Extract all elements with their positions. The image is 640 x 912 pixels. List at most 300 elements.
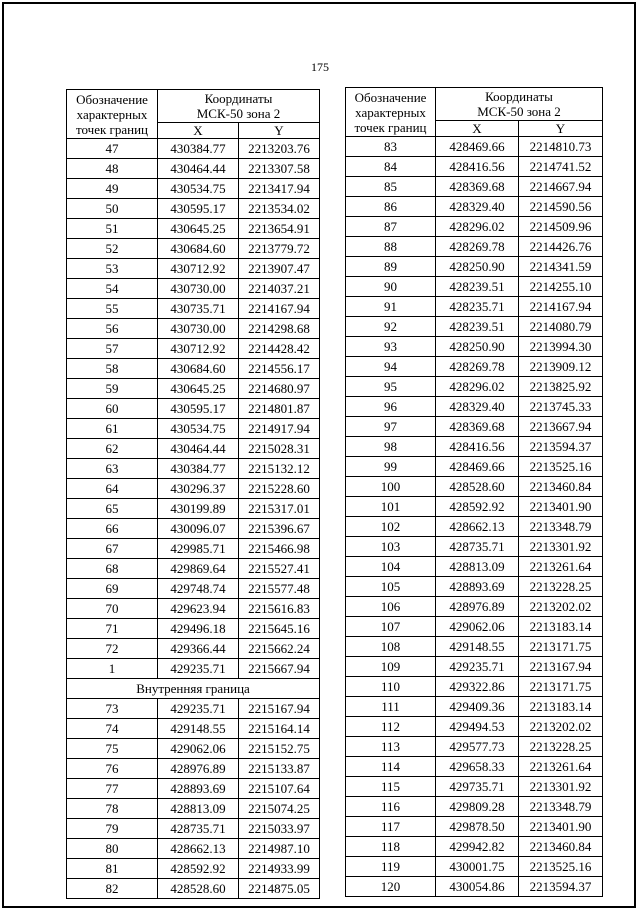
x-cell: 429985.71 [158,539,239,559]
x-cell: 429494.53 [436,717,519,737]
x-cell: 430684.60 [158,359,239,379]
y-cell: 2213460.84 [519,477,603,497]
point-number-cell: 100 [346,477,436,497]
table-row [67,199,320,219]
point-number-cell: 94 [346,357,436,377]
table-row [67,159,320,179]
table-row [67,399,320,419]
y-cell: 2213261.64 [519,757,603,777]
x-cell: 428735.71 [436,537,519,557]
point-number-cell: 98 [346,437,436,457]
y-cell: 2213401.90 [519,497,603,517]
table-row [67,799,320,819]
table-row [346,757,603,777]
x-cell: 428813.09 [436,557,519,577]
y-cell: 2215396.67 [239,519,320,539]
table-row [346,617,603,637]
coordinates-header-line: МСК-50 зона 2 [196,106,281,121]
y-cell: 2214741.52 [519,157,603,177]
x-cell: 429658.33 [436,757,519,777]
table-row [67,559,320,579]
point-number-cell: 120 [346,877,436,897]
x-cell: 428528.60 [158,879,239,899]
point-number-cell: 111 [346,697,436,717]
table-row [346,577,603,597]
y-cell: 2213348.79 [519,797,603,817]
point-number-cell: 47 [67,139,158,159]
y-cell: 2213202.02 [519,717,603,737]
point-number-cell: 60 [67,399,158,419]
x-cell: 430534.75 [158,179,239,199]
x-cell: 430645.25 [158,219,239,239]
point-number-cell: 1 [67,659,158,679]
table-row [346,477,603,497]
y-cell: 2213171.75 [519,637,603,657]
y-cell: 2213183.14 [519,617,603,637]
y-cell: 2214875.05 [239,879,320,899]
y-cell: 2214509.96 [519,217,603,237]
table-row [67,639,320,659]
point-number-cell: 64 [67,479,158,499]
x-cell: 430199.89 [158,499,239,519]
y-cell: 2214680.97 [239,379,320,399]
x-cell: 428976.89 [436,597,519,617]
point-number-cell: 79 [67,819,158,839]
point-number-cell: 68 [67,559,158,579]
table-row [346,417,603,437]
point-number-cell: 56 [67,319,158,339]
y-cell: 2215667.94 [239,659,320,679]
table-row [67,859,320,879]
table-row [346,557,603,577]
table-row [346,297,603,317]
x-cell: 428239.51 [436,317,519,337]
designation-header-line: характерных [355,104,426,120]
point-number-cell: 66 [67,519,158,539]
y-cell: 2213417.94 [239,179,320,199]
x-cell: 430684.60 [158,239,239,259]
table-row [346,777,603,797]
x-cell: 428893.69 [158,779,239,799]
x-cell: 428662.13 [436,517,519,537]
point-number-cell: 118 [346,837,436,857]
point-number-cell: 89 [346,257,436,277]
point-number-cell: 87 [346,217,436,237]
table-row [67,379,320,399]
x-cell: 428250.90 [436,337,519,357]
x-cell: 429942.82 [436,837,519,857]
table-row [67,359,320,379]
x-cell: 428469.66 [436,137,519,157]
x-cell: 430096.07 [158,519,239,539]
point-number-cell: 84 [346,157,436,177]
y-cell: 2215317.01 [239,499,320,519]
y-cell: 2213525.16 [519,857,603,877]
point-number-cell: 97 [346,417,436,437]
x-cell: 428296.02 [436,217,519,237]
point-number-cell: 53 [67,259,158,279]
point-number-cell: 88 [346,237,436,257]
table-row [346,197,603,217]
table-row [346,237,603,257]
x-cell: 429809.28 [436,797,519,817]
table-row [346,457,603,477]
point-number-cell: 78 [67,799,158,819]
point-number-cell: 99 [346,457,436,477]
y-cell: 2214428.42 [239,339,320,359]
x-cell: 430464.44 [158,439,239,459]
x-cell: 430595.17 [158,199,239,219]
y-cell: 2213907.47 [239,259,320,279]
designation-header-line: характерных [76,106,148,122]
table-row [67,339,320,359]
y-cell: 2214255.10 [519,277,603,297]
table-row [67,699,320,719]
x-cell: 429062.06 [436,617,519,637]
x-cell: 430730.00 [158,279,239,299]
point-number-cell: 50 [67,199,158,219]
point-number-cell: 103 [346,537,436,557]
y-cell: 2213301.92 [519,537,603,557]
point-number-cell: 110 [346,677,436,697]
point-number-cell: 55 [67,299,158,319]
designation-header-line: Обозначение [354,89,427,105]
y-cell: 2214590.56 [519,197,603,217]
x-cell: 429748.74 [158,579,239,599]
x-cell: 428735.71 [158,819,239,839]
x-cell: 428416.56 [436,157,519,177]
x-cell: 428469.66 [436,457,519,477]
table-row [67,819,320,839]
table-row [346,857,603,877]
x-cell: 429322.86 [436,677,519,697]
y-cell: 2213228.25 [519,577,603,597]
y-cell: 2213594.37 [519,437,603,457]
x-cell: 429235.71 [158,699,239,719]
y-cell: 2215107.64 [239,779,320,799]
point-number-cell: 61 [67,419,158,439]
point-number-cell: 72 [67,639,158,659]
x-cell: 428296.02 [436,377,519,397]
table-row [67,499,320,519]
x-cell: 429235.71 [436,657,519,677]
y-header: Y [239,123,320,139]
coordinates-header [158,90,320,123]
y-cell: 2213460.84 [519,837,603,857]
x-cell: 430384.77 [158,459,239,479]
y-cell: 2214556.17 [239,359,320,379]
point-number-cell: 105 [346,577,436,597]
y-cell: 2213307.58 [239,159,320,179]
y-cell: 2213825.92 [519,377,603,397]
x-cell: 430645.25 [158,379,239,399]
table-row [67,299,320,319]
x-cell: 429409.36 [436,697,519,717]
point-number-cell: 119 [346,857,436,877]
page-number: 175 [311,60,329,74]
point-number-cell: 101 [346,497,436,517]
x-cell: 430054.86 [436,877,519,897]
point-number-cell: 71 [67,619,158,639]
table-row [346,797,603,817]
table-row [67,839,320,859]
x-cell: 429148.55 [436,637,519,657]
point-number-cell: 49 [67,179,158,199]
y-cell: 2214987.10 [239,839,320,859]
x-cell: 428528.60 [436,477,519,497]
x-cell: 428239.51 [436,277,519,297]
designation-header-line: точек границ [75,121,149,137]
table-row [67,179,320,199]
x-cell: 430735.71 [158,299,239,319]
point-number-cell: 65 [67,499,158,519]
coordinates-header-line: МСК-50 зона 2 [477,104,561,119]
x-cell: 428813.09 [158,799,239,819]
x-cell: 428976.89 [158,759,239,779]
y-cell: 2215228.60 [239,479,320,499]
y-cell: 2213348.79 [519,517,603,537]
point-number-cell: 85 [346,177,436,197]
x-cell: 429869.64 [158,559,239,579]
x-cell: 430384.77 [158,139,239,159]
x-header: X [158,123,239,139]
table-row [67,539,320,559]
table-row [346,717,603,737]
point-number-cell: 83 [346,137,436,157]
point-number-cell: 108 [346,637,436,657]
table-row [346,337,603,357]
point-number-cell: 54 [67,279,158,299]
x-cell: 430464.44 [158,159,239,179]
point-number-cell: 77 [67,779,158,799]
y-cell: 2214298.68 [239,319,320,339]
point-number-cell: 117 [346,817,436,837]
y-cell: 2215616.83 [239,599,320,619]
x-cell: 429148.55 [158,719,239,739]
point-number-cell: 91 [346,297,436,317]
table-row [67,779,320,799]
y-cell: 2215577.48 [239,579,320,599]
coordinates-table-right [345,87,603,897]
point-number-cell: 80 [67,839,158,859]
table-row [346,377,603,397]
table-row [67,239,320,259]
y-cell: 2215074.25 [239,799,320,819]
y-cell: 2213203.76 [239,139,320,159]
table-row [346,217,603,237]
y-cell: 2213667.94 [519,417,603,437]
point-number-cell: 102 [346,517,436,537]
point-number-cell: 62 [67,439,158,459]
x-cell: 428269.78 [436,237,519,257]
point-number-cell: 86 [346,197,436,217]
point-number-cell: 115 [346,777,436,797]
x-cell: 429496.18 [158,619,239,639]
point-number-cell: 106 [346,597,436,617]
x-cell: 430534.75 [158,419,239,439]
x-cell: 428269.78 [436,357,519,377]
point-number-cell: 73 [67,699,158,719]
x-cell: 429735.71 [436,777,519,797]
x-cell: 428592.92 [158,859,239,879]
x-cell: 430296.37 [158,479,239,499]
x-cell: 428893.69 [436,577,519,597]
table-row [67,739,320,759]
y-cell: 2214037.21 [239,279,320,299]
y-cell: 2215028.31 [239,439,320,459]
x-cell: 428250.90 [436,257,519,277]
x-cell: 430712.92 [158,339,239,359]
designation-header [67,90,158,139]
point-number-cell: 52 [67,239,158,259]
table-row [346,877,603,897]
table-row [346,157,603,177]
y-cell: 2213909.12 [519,357,603,377]
table-row [346,837,603,857]
y-cell: 2213779.72 [239,239,320,259]
table-row [346,257,603,277]
table-row [67,619,320,639]
table-row [67,759,320,779]
point-number-cell: 116 [346,797,436,817]
table-row [67,139,320,159]
point-number-cell: 67 [67,539,158,559]
y-cell: 2214801.87 [239,399,320,419]
y-cell: 2214933.99 [239,859,320,879]
point-number-cell: 114 [346,757,436,777]
designation-header [346,88,436,137]
table-row [346,397,603,417]
point-number-cell: 93 [346,337,436,357]
table-row [346,737,603,757]
y-cell: 2215527.41 [239,559,320,579]
y-cell: 2213228.25 [519,737,603,757]
point-number-cell: 95 [346,377,436,397]
y-cell: 2215152.75 [239,739,320,759]
coordinates-header-line: Координаты [204,91,273,106]
x-cell: 428329.40 [436,197,519,217]
point-number-cell: 59 [67,379,158,399]
table-row [346,697,603,717]
table-row [346,317,603,337]
point-number-cell: 109 [346,657,436,677]
point-number-cell: 104 [346,557,436,577]
point-number-cell: 74 [67,719,158,739]
table-row [67,259,320,279]
point-number-cell: 57 [67,339,158,359]
x-cell: 428235.71 [436,297,519,317]
x-cell: 430730.00 [158,319,239,339]
point-number-cell: 51 [67,219,158,239]
table-row [67,479,320,499]
designation-header-line: Обозначение [76,91,148,107]
table-row [67,319,320,339]
y-cell: 2214167.94 [239,299,320,319]
y-cell: 2213183.14 [519,697,603,717]
x-cell: 429366.44 [158,639,239,659]
coordinates-header-line: Координаты [485,89,553,104]
table-row [67,279,320,299]
y-cell: 2213745.33 [519,397,603,417]
point-number-cell: 70 [67,599,158,619]
y-cell: 2213301.92 [519,777,603,797]
point-number-cell: 76 [67,759,158,779]
coordinates-table-left [66,89,320,899]
point-number-cell: 92 [346,317,436,337]
point-number-cell: 69 [67,579,158,599]
table-row [67,459,320,479]
inner-boundary-row [67,679,320,699]
x-cell: 429235.71 [158,659,239,679]
point-number-cell: 81 [67,859,158,879]
y-cell: 2215132.12 [239,459,320,479]
y-cell: 2215466.98 [239,539,320,559]
table-row [346,677,603,697]
y-cell: 2213534.02 [239,199,320,219]
x-cell: 428329.40 [436,397,519,417]
y-cell: 2214080.79 [519,317,603,337]
coordinates-header [436,88,603,121]
x-cell: 428369.68 [436,177,519,197]
y-cell: 2214341.59 [519,257,603,277]
y-cell: 2214426.76 [519,237,603,257]
y-cell: 2213401.90 [519,817,603,837]
x-cell: 430001.75 [436,857,519,877]
point-number-cell: 107 [346,617,436,637]
table-row [346,137,603,157]
y-cell: 2215133.87 [239,759,320,779]
inner-boundary-label: Внутренняя граница [67,679,320,699]
point-number-cell: 113 [346,737,436,757]
table-row [67,579,320,599]
table-row [346,537,603,557]
y-cell: 2214810.73 [519,137,603,157]
table-row [67,419,320,439]
table-row [67,519,320,539]
x-cell: 429878.50 [436,817,519,837]
y-cell: 2214917.94 [239,419,320,439]
y-cell: 2215033.97 [239,819,320,839]
point-number-cell: 90 [346,277,436,297]
y-cell: 2213171.75 [519,677,603,697]
x-cell: 428662.13 [158,839,239,859]
point-number-cell: 63 [67,459,158,479]
y-cell: 2214667.94 [519,177,603,197]
table-row [67,879,320,899]
x-cell: 428416.56 [436,437,519,457]
x-header: X [436,121,519,137]
table-header-row [346,88,603,121]
table-row [346,177,603,197]
x-cell: 428592.92 [436,497,519,517]
point-number-cell: 58 [67,359,158,379]
point-number-cell: 96 [346,397,436,417]
table-row [346,437,603,457]
y-cell: 2214167.94 [519,297,603,317]
point-number-cell: 48 [67,159,158,179]
x-cell: 430595.17 [158,399,239,419]
table-row [346,637,603,657]
y-cell: 2213525.16 [519,457,603,477]
point-number-cell: 112 [346,717,436,737]
y-cell: 2215662.24 [239,639,320,659]
table-row [67,719,320,739]
y-cell: 2215645.16 [239,619,320,639]
table-row [346,357,603,377]
table-row [346,817,603,837]
y-cell: 2213654.91 [239,219,320,239]
table-row [67,219,320,239]
